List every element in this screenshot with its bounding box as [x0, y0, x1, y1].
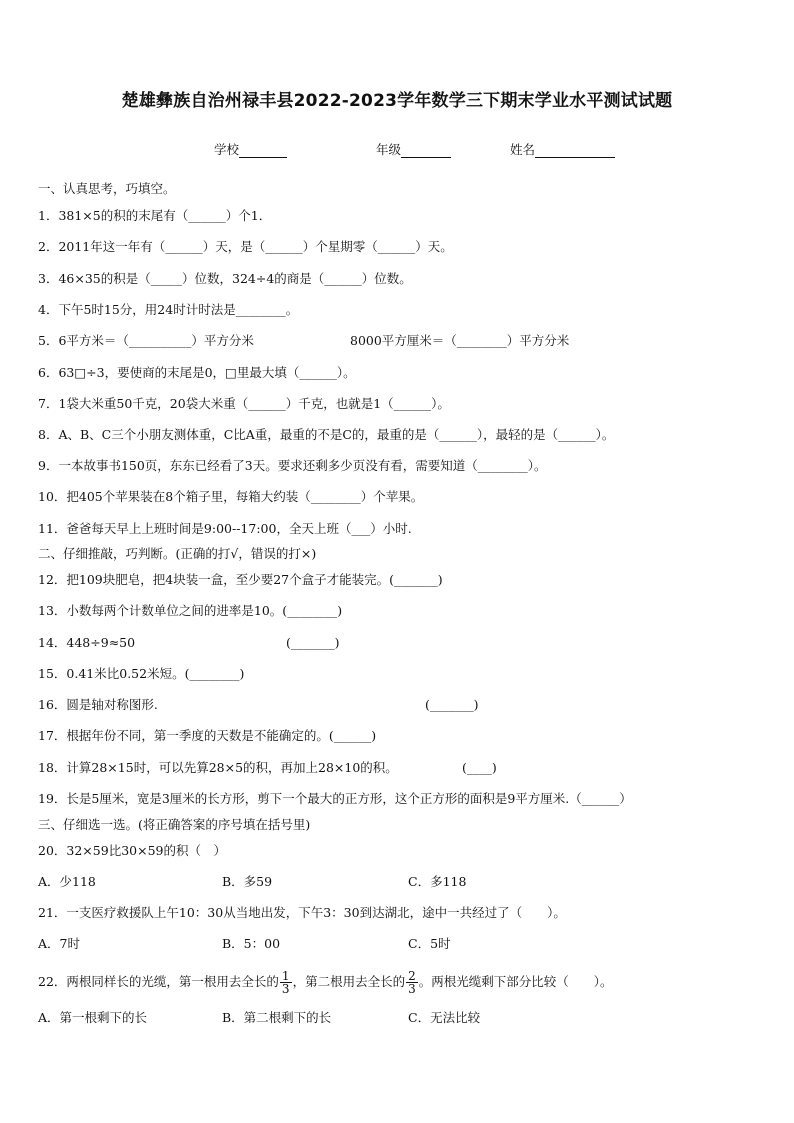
question-4: 4．下午5时15分，用24时计时法是________。: [38, 302, 299, 317]
fraction-denominator: 3: [408, 982, 416, 996]
question-2: 2．2011年这一年有（______）天，是（______）个星期零（______）天。: [38, 239, 453, 254]
option-a[interactable]: A．少118: [38, 874, 96, 889]
question-1: 1．381×5的积的末尾有（______）个1．: [38, 208, 272, 223]
name-blank[interactable]: [535, 143, 615, 158]
name-label: 姓名: [510, 142, 536, 157]
option-c[interactable]: C．无法比较: [408, 1010, 481, 1025]
option-a[interactable]: A．第一根剩下的长: [38, 1010, 148, 1025]
question-22-text-2: ，第二根用去全长的: [292, 974, 406, 989]
question-16-blank: (_______): [425, 697, 479, 712]
option-a[interactable]: A．7时: [38, 936, 80, 951]
question-22: [38, 970, 612, 995]
question-14-blank: (_______): [286, 635, 340, 650]
question-8: 8．A、B、C三个小朋友测体重，C比A重，最重的不是C的，最重的是（______），最轻的是（______）。: [38, 427, 615, 442]
question-20: 20．32×59比30×59的积（ ）: [38, 843, 226, 858]
question-5b: 8000平方厘米＝（________）平方分米: [350, 333, 570, 348]
fraction-two-thirds: [406, 970, 418, 995]
option-b[interactable]: B．5：00: [222, 936, 281, 951]
question-15: 15．0.41米比0.52米短。(________): [38, 666, 245, 681]
question-22-text-1: 22．两根同样长的光缆，第一根用去全长的: [38, 974, 279, 989]
question-13: 13．小数每两个计数单位之间的进率是10。(________): [38, 603, 343, 618]
question-18: 18．计算28×15时，可以先算28×5的积，再加上28×10的积。: [38, 760, 398, 775]
fraction-denominator: 3: [281, 982, 290, 996]
question-12: 12．把109块肥皂，把4块装一盒，至少要27个盒子才能装完。(_______): [38, 572, 443, 587]
grade-blank[interactable]: [401, 143, 451, 158]
option-b[interactable]: B．多59: [222, 874, 273, 889]
question-7: 7．1袋大米重50千克，20袋大米重（______）千克，也就是1（______）。: [38, 396, 450, 411]
option-c[interactable]: C．多118: [408, 874, 467, 889]
section-heading: 二、仔细推敲，巧判断。(正确的打√，错误的打×): [38, 546, 317, 561]
question-19: 19．长是5厘米，宽是3厘米的长方形，剪下一个最大的正方形，这个正方形的面积是9平方厘米.（______）: [38, 791, 632, 806]
fraction-numerator: 2: [408, 969, 416, 983]
question-11: 11．爸爸每天早上上班时间是9:00--17:00，全天上班（___）小时.: [38, 521, 412, 536]
section-heading: 一、认真思考，巧填空。: [38, 181, 176, 196]
section-heading: 三、仔细选一选。(将正确答案的序号填在括号里): [38, 817, 311, 832]
question-9: 9．一本故事书150页，东东已经看了3天。要求还剩多少页没有看，需要知道（________）。: [38, 458, 547, 473]
name-field: [510, 140, 615, 158]
grade-label: 年级: [376, 142, 402, 157]
question-5a: 5．6平方米＝（__________）平方分米: [38, 333, 254, 348]
option-b[interactable]: B．第二根剩下的长: [222, 1010, 332, 1025]
school-label: 学校: [214, 142, 240, 157]
option-c[interactable]: C．5时: [408, 936, 451, 951]
question-16: 16．圆是轴对称图形.: [38, 697, 158, 712]
school-blank[interactable]: [239, 143, 287, 158]
question-14: 14．448÷9≈50: [38, 635, 136, 650]
fraction-one-third: [280, 970, 292, 995]
fraction-numerator: 1: [281, 969, 290, 983]
question-22-text-3: 。两根光缆剩下部分比较（ ）。: [418, 974, 613, 989]
question-3: 3．46×35的积是（_____）位数，324÷4的商是（______）位数。: [38, 271, 412, 286]
question-17: 17．根据年份不同，第一季度的天数是不能确定的。(______): [38, 728, 377, 743]
page-title: 楚雄彝族自治州禄丰县2022-2023学年数学三下期末学业水平测试试题: [121, 91, 673, 111]
question-18-blank: (____): [462, 760, 497, 775]
question-21: 21．一支医疗救援队上午10：30从当地出发，下午3：30到达湖北，途中一共经过了（ ）。: [38, 905, 566, 920]
school-field: [214, 140, 287, 158]
grade-field: [376, 140, 451, 158]
question-10: 10．把405个苹果装在8个箱子里，每箱大约装（________）个苹果。: [38, 489, 424, 504]
question-6: 6．63□÷3，要使商的末尾是0，□里最大填（______）。: [38, 365, 356, 380]
